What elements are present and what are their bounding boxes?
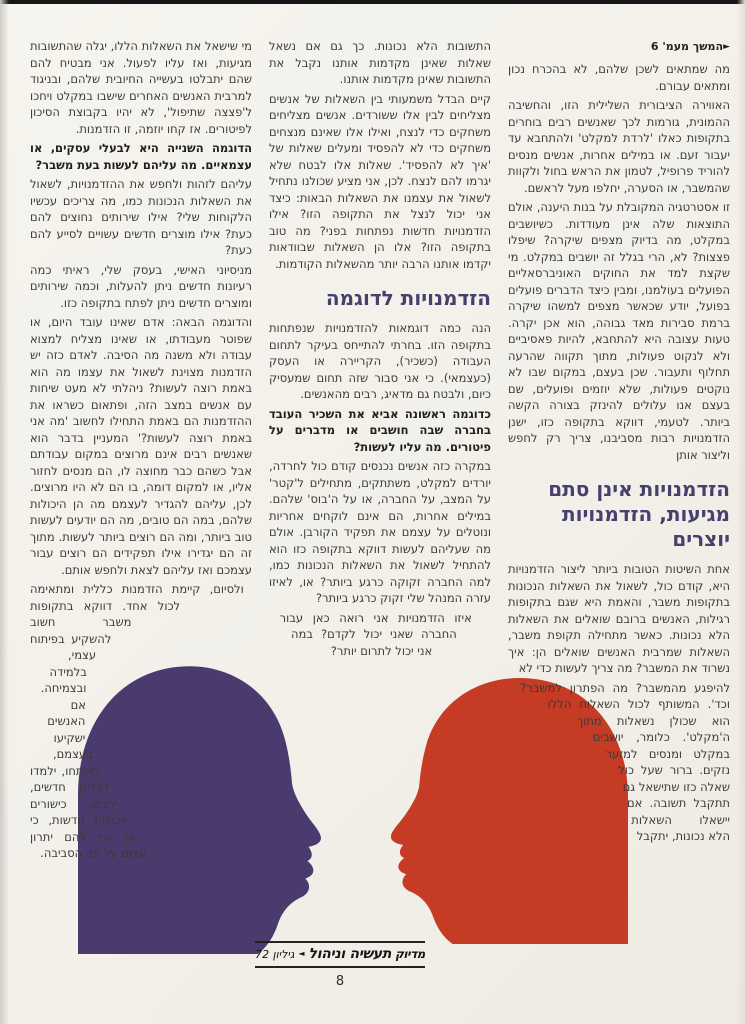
continued-from-marker [508, 40, 730, 53]
bold-lead-paragraph: הדוגמה השנייה היא לבעלי עסקים, או עצמאיים. מה עליהם לעשות בעת משבר? [30, 141, 252, 172]
heading-line: הזדמנויות אינן סתם [548, 477, 730, 501]
section-heading-example-opportunities: הזדמנויות לדוגמה [325, 286, 491, 310]
body-paragraph-wrapped [30, 581, 252, 862]
body-paragraph: מי שישאל את השאלות הללו, יגלה שהתשובות מגיעות, ואז עליו לפעול. אני מבטיח להם שהם יתבלטו בעשייה החיובית שלהם, ובניגוד למרבית האנשים האחרים שישבו במקלט ויחכו ל'פצצה שתיפול', לא יהיו בקבוצת הסיכון לפיטורים. אז קחו יוזמה, זו הזדמנות. [30, 39, 252, 136]
triangle-icon: ► [723, 42, 730, 52]
body-paragraph: עליהם לזהות ולחפש את ההזדמנויות, לשאול את השאלות הנכונות כמו, מה צריכים עכשיו הלקוחות שלי? אילו שירותים נחוצים להם כעת? אילו מוצרים חדשים עשויים לסייע להם כעת? [30, 177, 252, 257]
triangle-icon: ◄ [298, 949, 305, 958]
scan-edge-right [737, 0, 745, 1024]
article-columns [30, 38, 730, 942]
body-paragraph: זו אסטרטגיה המקובלת על בנות היענה, אולם התוצאות שלה אינן מעודדות. כשיושבים במקלט, מה בדיוק מצפים שיקרה? שיפלו פצצות? לא, הרי בגלל זה יושבים במקלט. מי שקצת למד את החוקים האוניברסאליים הפועלים בעולמנו, ומבין כיצד הדברים פועלים בפועל, יודע שכאשר מצפים למשהו שיקרה ברמת סבירות מאד גבוהה, הוא אכן יקרה. טעות עצובה היא להתחבא, להיות פאסיביים ולא לנקוט פעולות, מתוך תקווה שהרעה תחלוף ותעבור. שכן בעצם, במקום שבו לא נוקטים פעולות, שלא יוזמים ופועלים, שם בעצם אנו עלולים להינזק בצורה הקשה ביותר. לטעמי, דווקא בתקופה כזו, ישנן הזדמנויות רבות מסביבנו, צריך רק לחפש וליצור אותן [508, 200, 730, 462]
bold-lead-paragraph: כדוגמה ראשונה אביא את השכיר העובד בחברה שבה חושבים או מדברים על פיטורים. מה עליו לעשות? [269, 406, 491, 454]
heading-line: מגיעות, הזדמנויות יוצרים [561, 502, 730, 551]
logo-brand: מדיוק [395, 947, 425, 961]
column-middle [269, 38, 491, 942]
column-left [30, 38, 252, 942]
section-heading-opportunities-created [508, 477, 730, 552]
scan-edge-top [0, 0, 745, 4]
paragraph-text: להיפגע מהמשבר? מה הפתרון למשבר? וכד'. המשותף לכול השאלות הללו הוא שכולן נשאלות מתוך ה'מקלט'. כלומר, יושבים במקלט ומנסים למזער נזקים. ברור שעל כול שאלה כזו שתישאל גם תתקבל תשובה. אם יישאלו השאלות הלא נכונות, יתקבל [520, 680, 730, 843]
body-paragraph: האווירה הציבורית השלילית הזו, והחשיבה ההמונית, גורמות לכך שאנשים רבים בוחרים בתקופות כאלו 'לרדת למקלט' ולהתחבא עד יעבור זעם. או במילים אחרות, אנשים מנסים להוריד פרופיל, לטמון את הראש בחול ולקוות שהמשבר, או הסערה, יחלפו מעל לראשם. [508, 98, 730, 195]
body-paragraph: אחת השיטות הטובות ביותר ליצור הזדמנויות היא, קודם כול, לשאול את השאלות הנכונות בתקופות משבר, והאמת היא שגם בתקופות רגילות, האנשים ברובם שואלים את השאלות הלא נכונות. כאשר מתחילה תקופת משבר, השאלות שמרבית האנשים שואלים הן: איך נשרוד את המשבר? מה צריך לעשות כדי לא [508, 562, 730, 675]
paragraph-text: ולסיום, קיימת הזדמנות כללית ומתאימה לכול אחד. דווקא בתקופות משבר חשוב להשקיע בפיתוח עצמי, בלמידה ובצמיחה. אם האנשים ישקיעו בעצמם, יתפתחו, ילמדו דברים חדשים, ירכשו כישורים ויכולות חדשות, כי אז יהיו להם יתרון עצום על פני הסביבה. [30, 582, 244, 860]
issue-label: גיליון 72 [255, 948, 295, 961]
scan-edge-left [0, 0, 9, 1024]
body-paragraph: הנה כמה דוגמאות להזדמנויות שנפתחות בתקופה הזו. בחרתי להתייחס בעיקר לתחום העבודה (כשכיר), הקריירה או העסק (כעצמאי). כי אני סבור שזה תחום שמעסיק כיום, ולבטח גם מדאיג, רבים מהאנשים. [269, 321, 491, 401]
body-paragraph: מניסיוני האישי, בעסק שלי, ראיתי כמה רעיונות חדשים ניתן להעלות, וכמה שירותים ומוצרים חדשים ניתן לפתח בתקופה כזו. [30, 262, 252, 310]
continued-label: המשך מעמ' 6 [650, 40, 724, 53]
page-number: 8 [335, 974, 345, 989]
paragraph-text: איזו הזדמנויות אני רואה כאן עבור החברה שאני יכול לקדם? במה אני יכול לתרום יותר? [279, 610, 472, 658]
body-paragraph: התשובות הלא נכונות. כך גם אם נשאל שאלות שאינן מקדמות אותנו נקבל את התשובות שאינן מקדמות אותנו. [269, 39, 491, 86]
column-right [508, 38, 730, 942]
logo-magazine-title: תעשיה וניהול [308, 946, 392, 962]
body-paragraph: קיים הבדל משמעותי בין השאלות של אנשים מצליחים לבין אלו ששורדים. אנשים מצליחים משחקים כדי לנצח, ואילו אלו שאינם מנצחים משחקים כדי לא להפסיד ומעלים שאלות של 'איך לא להפסיד'. שאלות אלו לבטח שלא יגרמו להם לנצח. לכן, אני מציע שכולנו נתחיל לשאול את עצמנו את השאלות הבאות: כיצד אני יכול לנצל את התקופה הזו? אילו הזדמנויות חדשות נפתחות בפני? מה טוב בתקופה הזו? אלו הן השאלות שבוודאות יקדמו אותנו הרבה יותר מהשאלות הקודמות. [269, 91, 491, 271]
body-paragraph: מה שמתאים לשכן שלהם, לא בהכרח נכון ומתאים עבורם. [508, 62, 730, 93]
body-paragraph: במקרה כזה אנשים נכנסים קודם כול לחרדה, יורדים למקלט, משתתקים, מתחילים ל'קטר' על המצב, על החברה, או על ה'בוס' שלהם. במילים אחרות, הם אינם לוקחים אחריות ונוטלים על עצמם את תפקיד הקורבן. אולם מה שעליהם לעשות דווקא בתקופה כזו הוא להתחיל לשאול את השאלות הנכונות כמו, למה החברה זקוקה כרגע ביותר? או, לאיזו עזרה המנהל שלי זקוק כרגע ביותר? [269, 459, 491, 605]
body-paragraph: והדוגמה הבאה: אדם שאינו עובד היום, או שפוטר מעבודתו, או שאינו מצליח למצוא עבודה ולא משנה מה הסיבה. לאדם כזה יש הזדמנות מצוינת לשאול את עצמו מה הוא באמת רוצה לעשות? ניהלתי לא מעט שיחות עם אנשים במצב הזה, ופתאום כשראו את ההזדמנות הם באמת התחילו לחשוב 'מה אני באמת רוצה לעשות?' המעניין בדבר הוא שאנשים רבים אינם מרוצים במקום עבודתם אבל כשהם כבר מחוצה לו, הם מנסים לחזור אליו, או למקום דומה, בו הם לא היו מרוצים. לכן, עליהם להגדיר לעצמם מה הן היכולות שלהם, במה הם טובים, מה הם יודעים לעשות טוב ביותר, ומה הם רוצים ביותר לעשות. מתוך זה הם יגדירו אילו תפקידים הם רוצים עבור עצמכם ואז עליהם לצאת ולחפש אותם. [30, 315, 252, 577]
body-paragraph-wrapped [508, 680, 730, 845]
funnel-paragraph [269, 610, 491, 660]
magazine-logo [255, 941, 425, 968]
